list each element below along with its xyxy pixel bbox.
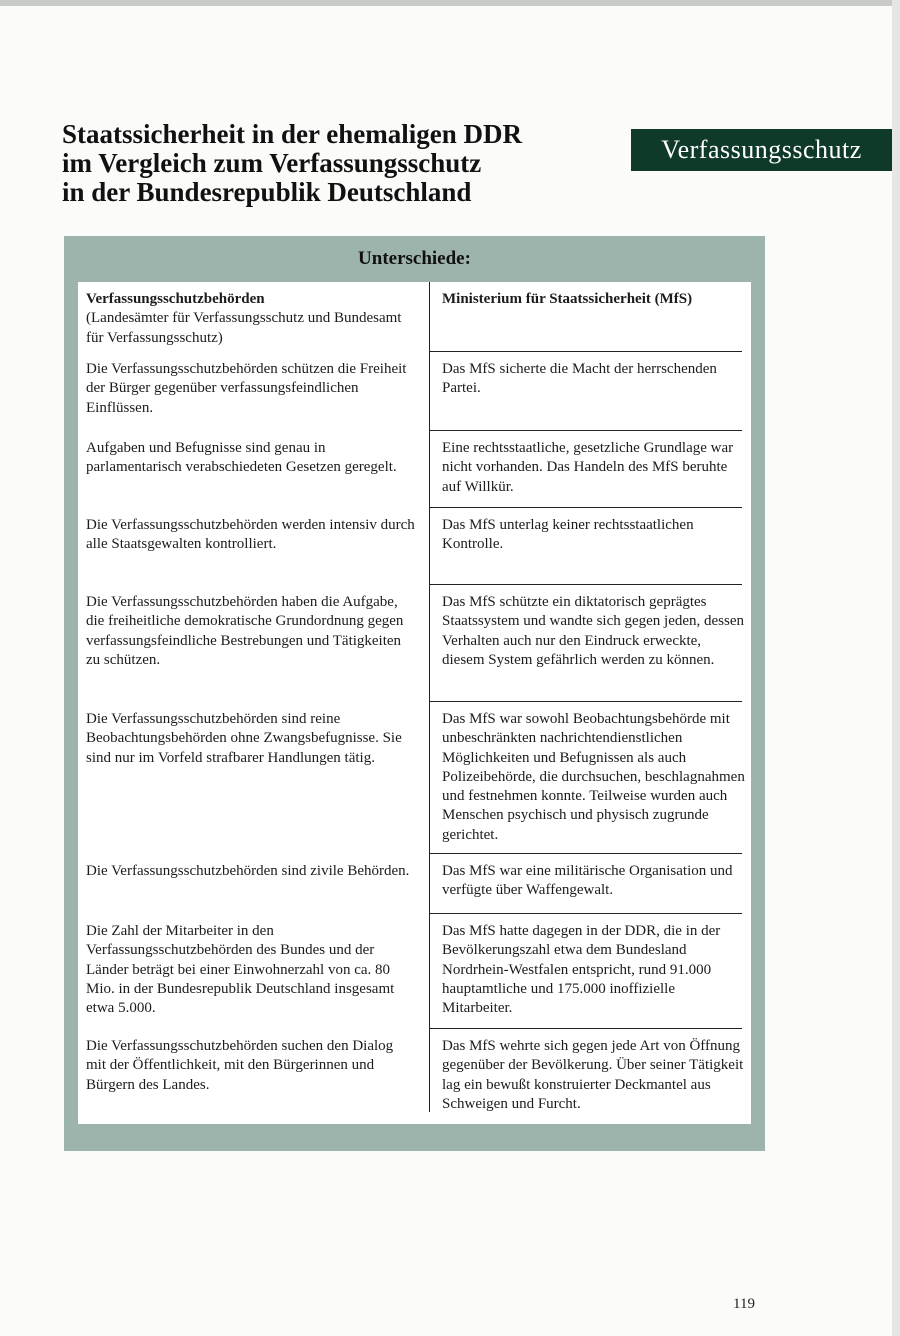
- row-left-text: Die Verfassungsschutzbehörden suchen den Dialog mit der Öffentlichkeit, mit den Bürgerinnen und Bürgern des Landes.: [86, 1038, 394, 1093]
- table-row: [78, 352, 751, 431]
- table-row: [78, 854, 751, 914]
- table-row: [78, 702, 751, 854]
- comparison-heading: Unterschiede:: [358, 248, 471, 269]
- row-left-text: Die Verfassungsschutzbehörden sind zivile Behörden.: [86, 863, 410, 879]
- left-header-title: Verfassungsschutzbehörden: [86, 291, 265, 307]
- row-left-text: Die Zahl der Mitarbeiter in den Verfassungsschutzbehörden des Bundes und der Länder beträgt bei einer Einwohnerzahl von ca. 80 Mio. in der Bundesrepublik Deutschland insgesamt etwa 5.000.: [86, 923, 395, 1017]
- row-left-text: Die Verfassungsschutzbehörden schützen die Freiheit der Bürger gegenüber verfassungsfeindlichen Einflüssen.: [86, 361, 407, 416]
- table-row: [78, 508, 751, 585]
- title-line: in der Bundesrepublik Deutschland: [62, 177, 472, 207]
- top-edge-strip: [0, 0, 900, 6]
- row-right-text: Das MfS schützte ein diktatorisch geprägtes Staatssystem und wandte sich gegen jeden, dessen Verhalten auch nur den Eindruck erweckte, diesem System gefährlich werden zu können.: [442, 594, 745, 668]
- comparison-panel: [64, 236, 765, 1151]
- row-right-text: Das MfS war eine militärische Organisation und verfügte über Waffengewalt.: [442, 863, 733, 899]
- row-left-text: Aufgaben und Befugnisse sind genau in parlamentarisch verabschiedeten Gesetzen geregelt.: [86, 440, 397, 476]
- table-row: [78, 585, 751, 702]
- table-row: [78, 1029, 751, 1124]
- row-right-text: Eine rechtsstaatliche, gesetzliche Grundlage war nicht vorhanden. Das Handeln des MfS beruhte auf Willkür.: [442, 440, 734, 495]
- row-right-text: Das MfS sicherte die Macht der herrschenden Partei.: [442, 361, 717, 397]
- row-left-text: Die Verfassungsschutzbehörden haben die Aufgabe, die freiheitliche demokratische Grundordnung gegen verfassungsfeindliche Bestrebungen und Tätigkeiten zu schützen.: [86, 594, 404, 668]
- table-row: [78, 431, 751, 508]
- comparison-table: [78, 282, 751, 1124]
- row-right-text: Das MfS war sowohl Beobachtungsbehörde mit unbeschränkten nachrichtendienstlichen Möglichkeiten und Befugnissen als auch Polizeibehörde, die durchsuchen, beschlagnahmen und festnehmen konnte. Teilweise wurden auch Menschen psychisch und physisch zugrunde gerichtet.: [442, 711, 745, 843]
- title-line: Staatssicherheit in der ehemaligen DDR: [62, 119, 522, 149]
- row-left-text: Die Verfassungsschutzbehörden werden intensiv durch alle Staatsgewalten kontrolliert.: [86, 517, 415, 553]
- table-header-row: [78, 282, 751, 352]
- section-tab: Verfassungsschutz: [631, 129, 892, 171]
- left-column-header: [86, 290, 416, 348]
- row-right-text: Das MfS unterlag keiner rechtsstaatlichen Kontrolle.: [442, 517, 694, 553]
- table-row: [78, 914, 751, 1029]
- left-header-subtitle: (Landesämter für Verfassungsschutz und Bundesamt für Verfassungsschutz): [86, 310, 402, 346]
- row-right-text: Das MfS wehrte sich gegen jede Art von Öffnung gegenüber der Bevölkerung. Über seiner Tätigkeit lag ein bewußt konstruierter Deckmantel aus Schweigen und Furcht.: [442, 1038, 744, 1112]
- row-left-text: Die Verfassungsschutzbehörden sind reine Beobachtungsbehörden ohne Zwangsbefugnisse. Sie sind nur im Vorfeld strafbarer Handlungen tätig.: [86, 711, 402, 766]
- page-number: 119: [733, 1296, 755, 1312]
- row-right-text: Das MfS hatte dagegen in der DDR, die in der Bevölkerungszahl etwa dem Bundesland Nordrhein-Westfalen entspricht, rund 91.000 hauptamtliche und 175.000 inoffizielle Mitarbeiter.: [442, 923, 721, 1017]
- right-edge-strip: [892, 0, 900, 1336]
- right-column-header: Ministerium für Staatssicherheit (MfS): [442, 291, 693, 307]
- title-line: im Vergleich zum Verfassungsschutz: [62, 148, 482, 178]
- page-title: [62, 120, 602, 207]
